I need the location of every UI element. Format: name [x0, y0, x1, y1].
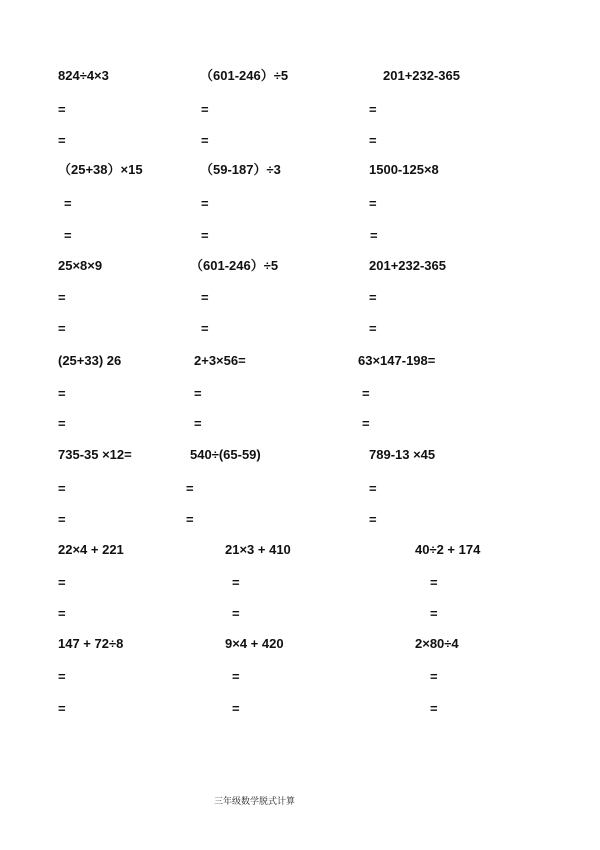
problem-2-expression: （601-246）÷5 [200, 68, 289, 83]
problem-10-equals-2: = [58, 416, 66, 431]
problem-10-equals-1: = [58, 386, 66, 401]
problem-18-equals-1: = [430, 575, 438, 590]
problem-4-expression: （25+38）×15 [58, 162, 143, 177]
problem-17-equals-2: = [232, 606, 240, 621]
problem-19-equals-1: = [58, 669, 66, 684]
problem-9-expression: 201+232-365 [369, 258, 446, 273]
problem-16-equals-2: = [58, 606, 66, 621]
problem-2-equals-1: = [201, 102, 209, 117]
problem-8-equals-1: = [201, 290, 209, 305]
problem-14-equals-2: = [186, 512, 194, 527]
problem-19-equals-2: = [58, 701, 66, 716]
footer-title: 三年级数学脱式计算 [214, 797, 296, 807]
problem-3-equals-2: = [369, 133, 377, 148]
problem-5-equals-1: = [201, 196, 209, 211]
problem-11-equals-2: = [194, 416, 202, 431]
problem-18-equals-2: = [430, 606, 438, 621]
problem-18-expression: 40÷2 + 174 [415, 542, 481, 557]
problem-20-expression: 9×4 + 420 [225, 636, 284, 651]
problem-15-equals-2: = [369, 512, 377, 527]
problem-5-expression: （59-187）÷3 [200, 162, 281, 177]
problem-20-equals-2: = [232, 701, 240, 716]
problem-17-equals-1: = [232, 575, 240, 590]
problem-16-equals-1: = [58, 575, 66, 590]
problem-7-equals-1: = [58, 290, 66, 305]
problem-6-equals-1: = [369, 196, 377, 211]
problem-1-equals-1: = [58, 102, 66, 117]
problem-13-equals-2: = [58, 512, 66, 527]
problem-15-expression: 789-13 ×45 [369, 447, 436, 462]
problem-11-equals-1: = [194, 386, 202, 401]
problem-12-expression: 63×147-198= [358, 353, 436, 368]
problem-19-expression: 147 + 72÷8 [58, 636, 124, 651]
problem-11-expression: 2+3×56= [194, 353, 246, 368]
problem-7-equals-2: = [58, 321, 66, 336]
problem-20-equals-1: = [232, 669, 240, 684]
problem-21-equals-2: = [430, 701, 438, 716]
problem-3-expression: 201+232-365 [383, 68, 460, 83]
problem-16-expression: 22×4 + 221 [58, 542, 124, 557]
problem-15-equals-1: = [369, 481, 377, 496]
problem-14-expression: 540÷(65-59) [190, 447, 261, 462]
problem-1-expression: 824÷4×3 [58, 68, 109, 83]
problem-3-equals-1: = [369, 102, 377, 117]
problem-17-expression: 21×3 + 410 [225, 542, 291, 557]
problem-13-expression: 735-35 ×12= [58, 447, 132, 462]
problem-7-expression: 25×8×9 [58, 258, 103, 273]
problem-1-equals-2: = [58, 133, 66, 148]
problem-9-equals-2: = [369, 321, 377, 336]
problem-6-equals-2: = [370, 228, 378, 243]
problem-4-equals-2: = [64, 228, 72, 243]
problem-10-expression: (25+33) 26 [58, 353, 122, 368]
problem-12-equals-1: = [362, 386, 370, 401]
problem-8-expression: （601-246）÷5 [190, 258, 279, 273]
problem-21-expression: 2×80÷4 [415, 636, 459, 651]
problem-5-equals-2: = [201, 228, 209, 243]
problem-13-equals-1: = [58, 481, 66, 496]
problem-21-equals-1: = [430, 669, 438, 684]
problem-2-equals-2: = [201, 133, 209, 148]
problem-9-equals-1: = [369, 290, 377, 305]
problem-4-equals-1: = [64, 196, 72, 211]
problem-6-expression: 1500-125×8 [369, 162, 439, 177]
problem-14-equals-1: = [186, 481, 194, 496]
problem-8-equals-2: = [201, 321, 209, 336]
problem-12-equals-2: = [362, 416, 370, 431]
